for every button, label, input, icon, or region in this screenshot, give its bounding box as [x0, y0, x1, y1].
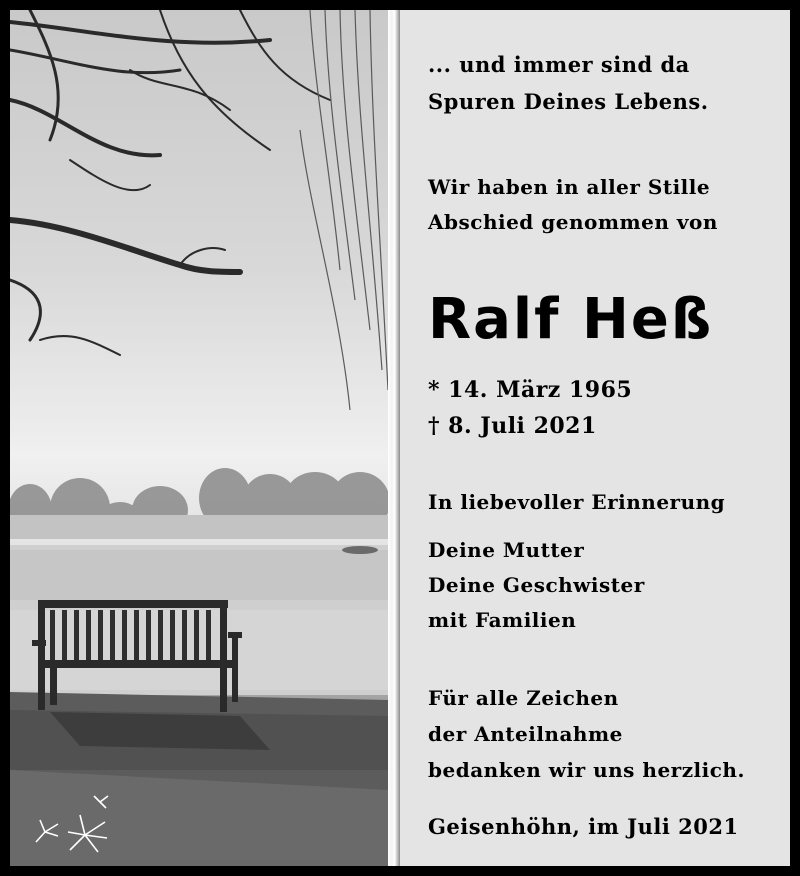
lake-scene-illustration — [10, 10, 388, 866]
deceased-name: Ralf Heß — [428, 287, 714, 352]
farewell-line-2: Abschied genommen von — [428, 210, 718, 234]
farewell-line-1: Wir haben in aller Stille — [428, 175, 711, 199]
mourner-line: mit Familien — [428, 608, 577, 632]
birth-date: * 14. März 1965 — [428, 377, 633, 403]
place-and-date: Geisenhöhn, im Juli 2021 — [428, 814, 739, 839]
photo-bench-by-lake — [10, 10, 388, 866]
thanks-line: der Anteilnahme — [428, 722, 623, 746]
memory-intro: In liebevoller Erinnerung — [428, 490, 726, 514]
motto-line-1: ... und immer sind da — [428, 52, 690, 77]
thanks-line: bedanken wir uns herzlich. — [428, 758, 745, 782]
mourner-line: Deine Mutter — [428, 538, 585, 562]
thanks-line: Für alle Zeichen — [428, 686, 619, 710]
motto-line-2: Spuren Deines Lebens. — [428, 89, 709, 114]
mourner-line: Deine Geschwister — [428, 573, 645, 597]
vertical-divider — [388, 10, 400, 866]
death-date: † 8. Juli 2021 — [428, 413, 597, 439]
obituary-text-panel — [400, 10, 790, 866]
